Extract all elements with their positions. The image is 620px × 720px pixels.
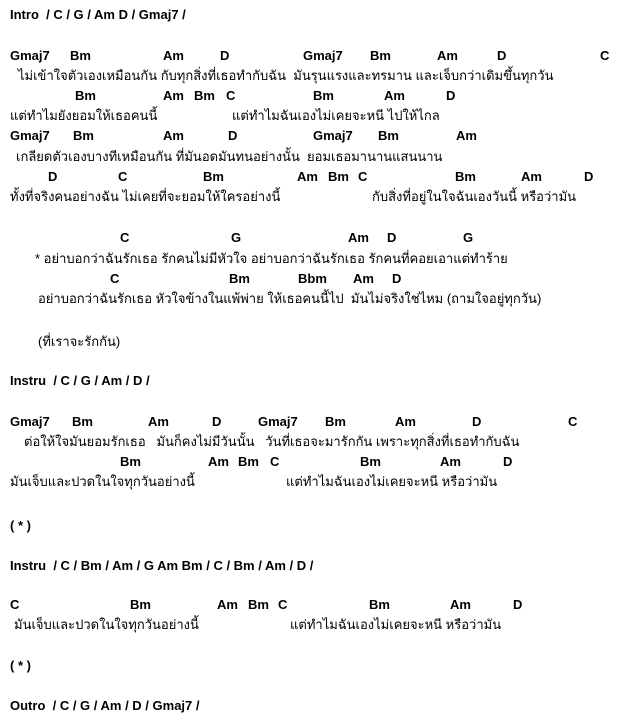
chord: Bm [328, 169, 349, 184]
chord: C [120, 230, 130, 245]
chord: D [392, 271, 402, 286]
lyric-line: มันเจ็บและปวดในใจทุกวันอย่างนี้ [10, 474, 195, 489]
chord: Bm [313, 88, 334, 103]
lyric-line: ทั้งที่จริงคนอย่างฉัน ไม่เคยที่จะยอมให้ใครอย่างนี้ [10, 189, 281, 204]
chord: Gmaj7 [313, 128, 353, 143]
chord: Bm [248, 597, 269, 612]
chord: D [472, 414, 482, 429]
chord: G [463, 230, 474, 245]
intro-line: Intro / C / G / Am D / Gmaj7 / [10, 7, 186, 22]
lyric-line: แต่ทำไมยังยอมให้เธอคนนี้ [10, 108, 158, 123]
lyric-line: ต่อให้ใจมันยอมรักเธอ มันก็คงไม่มีวันนั้น วันที่เธอจะมารักกัน เพราะทุกสิ่งที่เธอทำกับฉัน [24, 434, 520, 449]
chord: Bm [325, 414, 346, 429]
lyric-line: แต่ทำไมฉันเองไม่เคยจะหนี ไปให้ไกล [232, 108, 440, 123]
lyric-line: (ที่เราจะรักกัน) [38, 334, 121, 349]
lyric-line: แต่ทำไมฉันเองไม่เคยจะหนี หรือว่ามัน [286, 474, 498, 489]
chord: Bbm [298, 271, 327, 286]
chord: D [220, 48, 230, 63]
lyric-line: กับสิ่งที่อยู่ในใจฉันเองวันนี้ หรือว่ามัน [372, 189, 577, 204]
chord: D [584, 169, 594, 184]
chord: C [358, 169, 368, 184]
chord: C [270, 454, 280, 469]
chord: D [212, 414, 222, 429]
chord: Am [456, 128, 477, 143]
instrumental-line: Instru / C / G / Am / D / [10, 373, 150, 388]
chord: Bm [229, 271, 250, 286]
chord: Am [521, 169, 542, 184]
chord: Bm [75, 88, 96, 103]
chord: Bm [360, 454, 381, 469]
chord: Bm [238, 454, 259, 469]
chord: Bm [73, 128, 94, 143]
chord: Bm [378, 128, 399, 143]
chord: Bm [203, 169, 224, 184]
chorus-repeat-marker: ( * ) [10, 518, 31, 533]
chord: Am [297, 169, 318, 184]
chord: Bm [370, 48, 391, 63]
chord: D [48, 169, 58, 184]
chord: Am [163, 88, 184, 103]
lyric-line: * อย่าบอกว่าฉันรักเธอ รักคนไม่มีหัวใจ อย่าบอกว่าฉันรักเธอ รักคนที่คอยเอาแต่ทำร้าย [35, 251, 508, 266]
chord: Bm [130, 597, 151, 612]
chord: Gmaj7 [10, 128, 50, 143]
chord: Am [395, 414, 416, 429]
chord: C [118, 169, 128, 184]
chord: Am [353, 271, 374, 286]
chord: Bm [70, 48, 91, 63]
lyric-line: ไม่เข้าใจตัวเองเหมือนกัน กับทุกสิ่งที่เธอทำกับฉัน มันรุนแรงและทรมาน และเจ็บกว่าเดิมขึ้นทุกวัน [18, 68, 554, 83]
chord: C [278, 597, 288, 612]
chorus-repeat-marker: ( * ) [10, 658, 31, 673]
chord: Am [437, 48, 458, 63]
chord: Am [163, 128, 184, 143]
chord: D [387, 230, 397, 245]
chord: Am [440, 454, 461, 469]
chord: Am [208, 454, 229, 469]
chord: C [110, 271, 120, 286]
chord: Bm [455, 169, 476, 184]
chord: Gmaj7 [10, 48, 50, 63]
chord: D [497, 48, 507, 63]
chord: Am [163, 48, 184, 63]
lyric-line: แต่ทำไมฉันเองไม่เคยจะหนี หรือว่ามัน [290, 617, 502, 632]
chord: Am [384, 88, 405, 103]
chord: Bm [72, 414, 93, 429]
chord: Bm [120, 454, 141, 469]
chord: C [600, 48, 610, 63]
lyric-line: เกลียดตัวเองบางทีเหมือนกัน ที่มันอดมันทนอย่างนั้น ยอมเธอมานานแสนนาน [16, 149, 443, 164]
outro-line: Outro / C / G / Am / D / Gmaj7 / [10, 698, 200, 713]
chord: D [446, 88, 456, 103]
chord: Am [450, 597, 471, 612]
chord: Bm [194, 88, 215, 103]
chord: Am [148, 414, 169, 429]
instrumental-line: Instru / C / Bm / Am / G Am Bm / C / Bm / Am / D / [10, 558, 314, 573]
chord: Gmaj7 [303, 48, 343, 63]
chord: D [503, 454, 513, 469]
chord: Am [348, 230, 369, 245]
chord: D [228, 128, 238, 143]
chord: Am [217, 597, 238, 612]
chord: D [513, 597, 523, 612]
chord: C [226, 88, 236, 103]
chord: Gmaj7 [10, 414, 50, 429]
lyric-line: มันเจ็บและปวดในใจทุกวันอย่างนี้ [14, 617, 199, 632]
chord: G [231, 230, 242, 245]
chord: Bm [369, 597, 390, 612]
chord: C [568, 414, 578, 429]
chord: C [10, 597, 20, 612]
lyric-line: อย่าบอกว่าฉันรักเธอ หัวใจข้างในแพ้พ่าย ให้เธอคนนี้ไป มันไม่จริงใช่ไหม (ถามใจอยู่ทุกวัน) [38, 291, 542, 306]
chord: Gmaj7 [258, 414, 298, 429]
